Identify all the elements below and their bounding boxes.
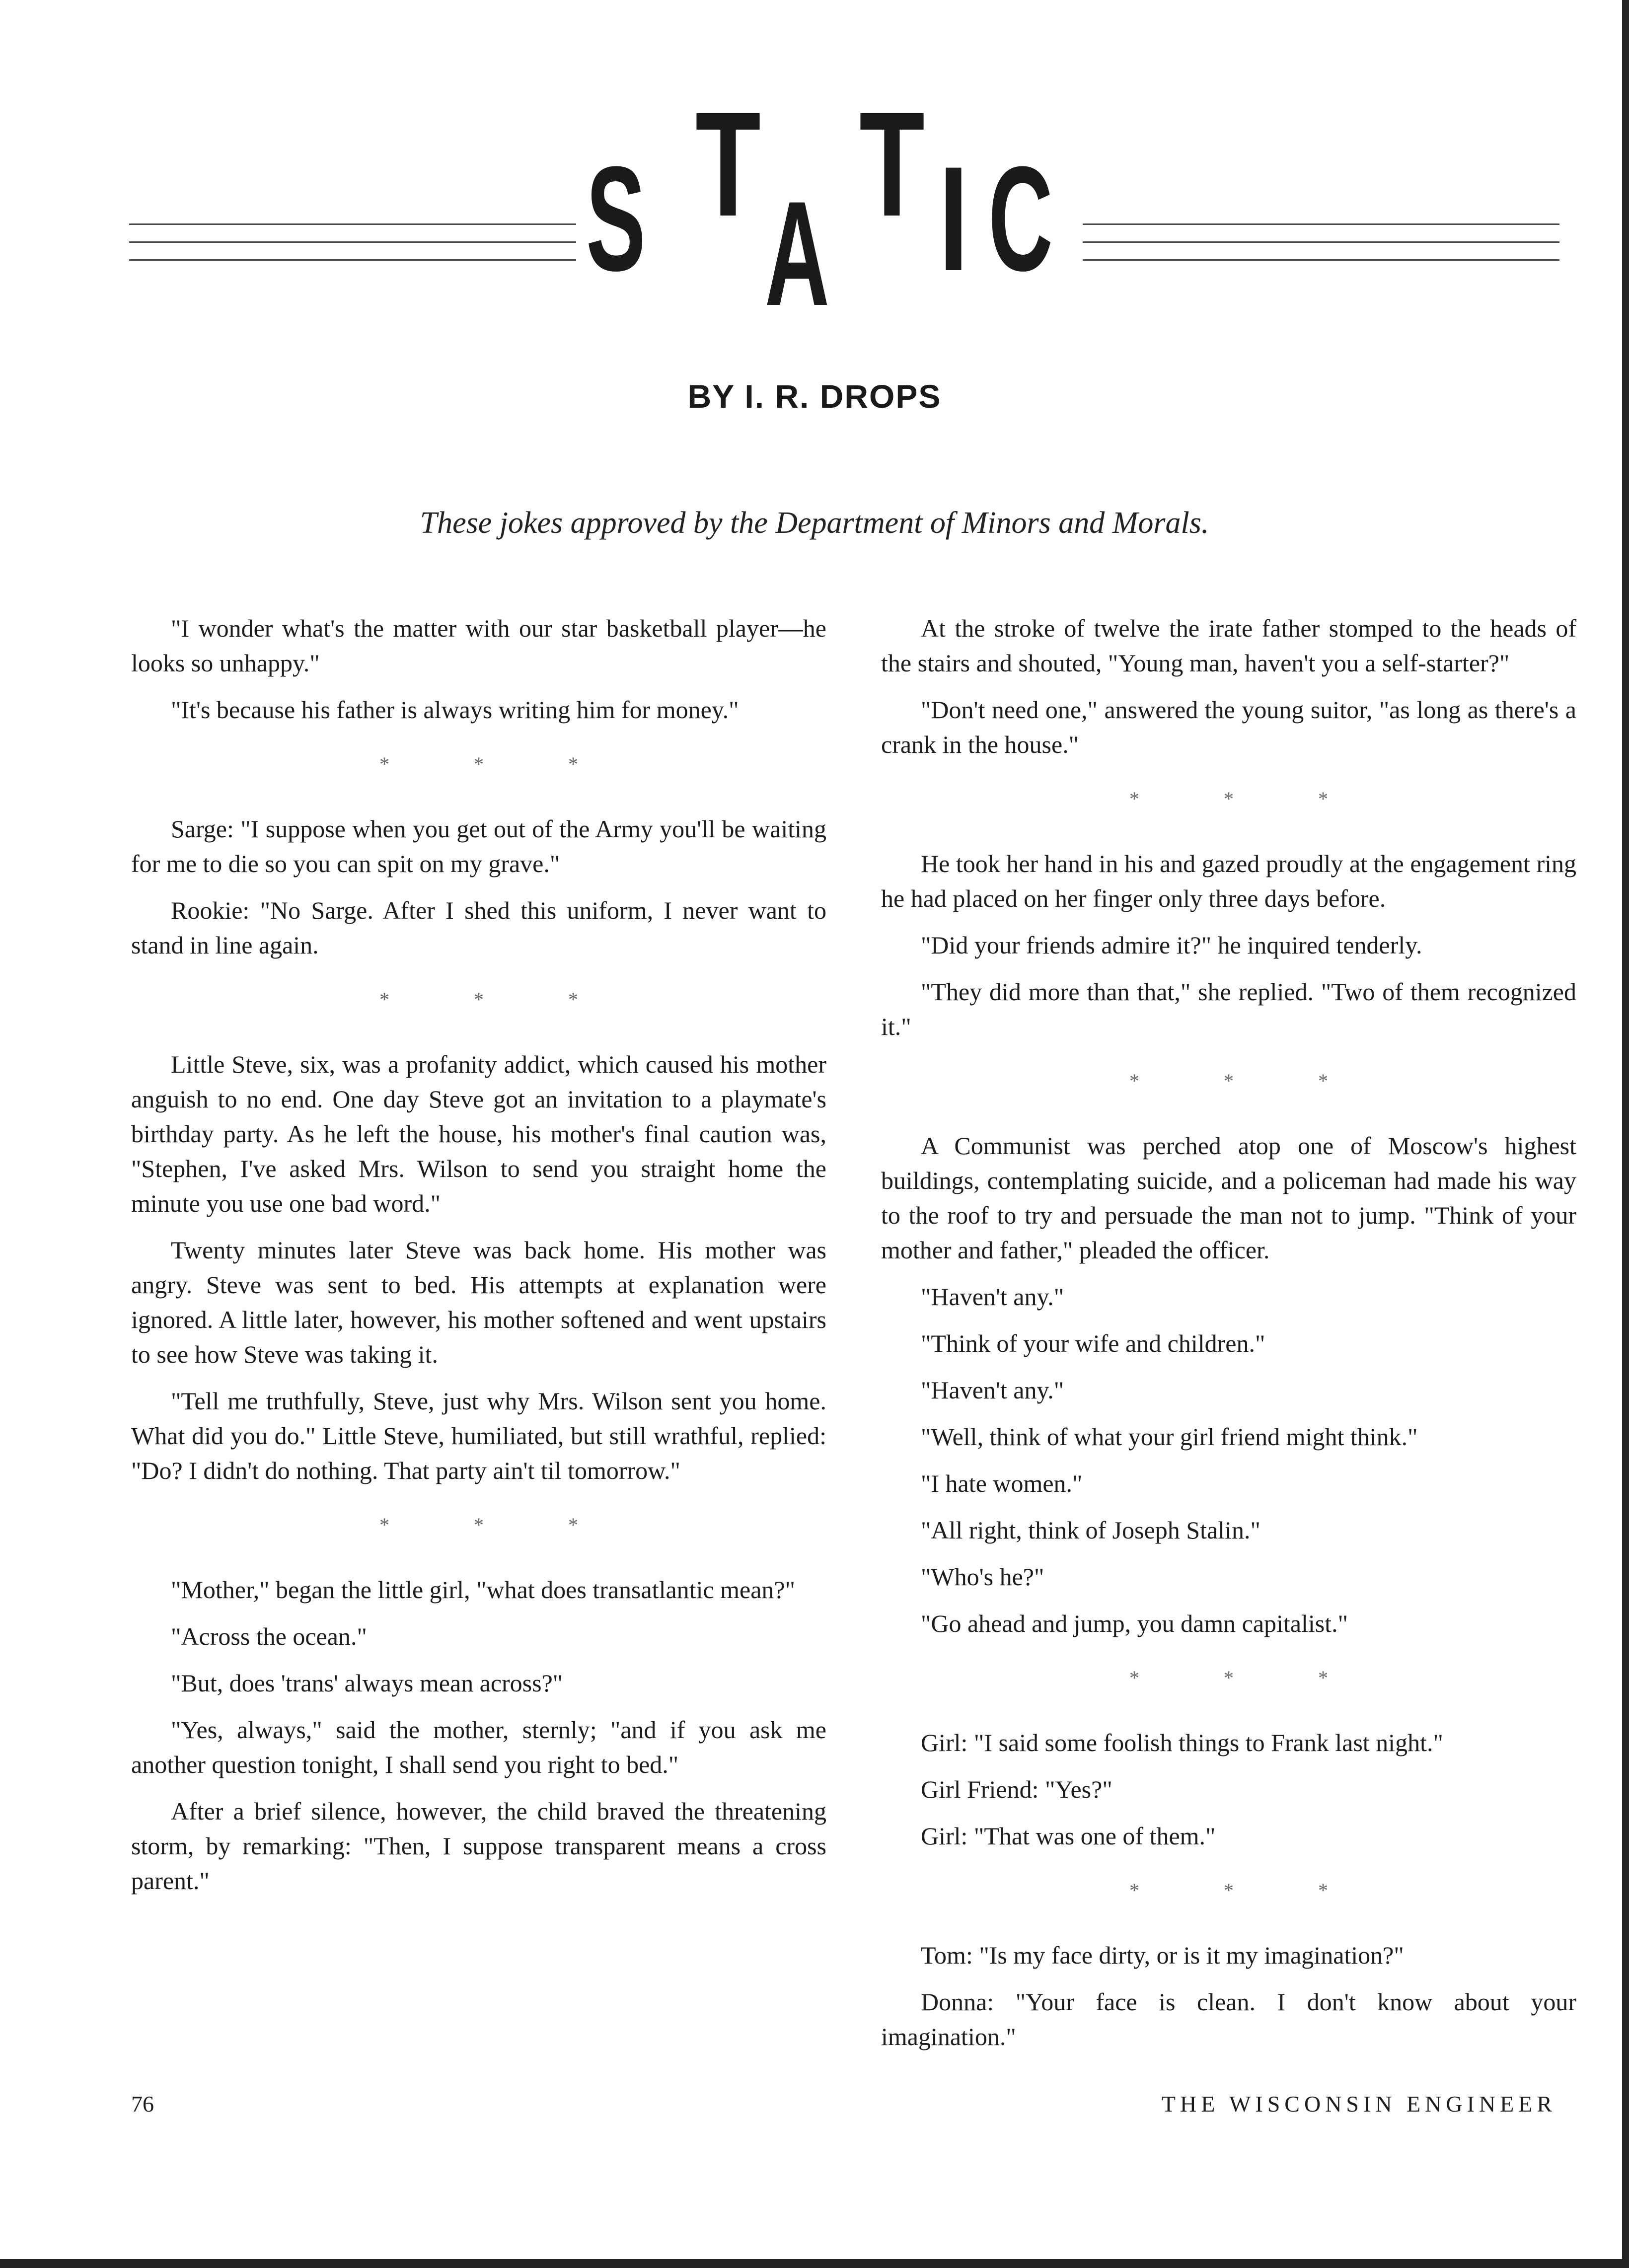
joke [881,611,1576,762]
joke-paragraph: Girl Friend: "Yes?" [921,1775,1112,1803]
joke [881,846,1576,1044]
joke-paragraph: Girl: "I said some foolish things to Frank last night." [921,1729,1443,1756]
joke-paragraph: "But, does 'trans' always mean across?" [171,1669,563,1697]
joke-paragraph: "Think of your wife and children." [921,1329,1265,1357]
joke-paragraph: Tom: "Is my face dirty, or is it my imagination?" [921,1941,1404,1969]
joke-paragraph: "Haven't any." [921,1283,1064,1311]
title-letter: T [859,80,925,247]
title-letter: T [695,80,761,247]
joke [881,1725,1576,1853]
joke [131,811,826,962]
joke [131,611,826,727]
joke-paragraph: He took her hand in his and gazed proudly at the engagement ring he had placed on her finger only three days before. [881,850,1576,912]
joke-paragraph: "Haven't any." [921,1376,1064,1404]
byline: BY I. R. DROPS [687,378,942,415]
page-footer [131,2091,1556,2125]
masthead-rules-left [129,223,576,273]
page-bottom-edge [0,2259,1629,2268]
joke-paragraph: "It's because his father is always writing him for money." [171,696,739,724]
joke-paragraph: Twenty minutes later Steve was back home. His mother was angry. Steve was sent to bed. His attempts at explanation were ignored. A little later, however, his mother softened and went upstairs to see how Steve was taking it. [131,1236,826,1368]
joke-paragraph: "Tell me truthfully, Steve, just why Mrs. Wilson sent you home. What did you do." Little Steve, humiliated, but still wrathful, replied: "Do? I didn't do nothing. That party ain't til tomorrow." [131,1387,826,1484]
joke [131,1047,826,1488]
joke-paragraph: "Who's he?" [921,1563,1044,1591]
joke-paragraph: "Don't need one," answered the young suitor, "as long as there's a crank in the house." [881,696,1576,758]
joke-paragraph: "They did more than that," she replied. "Two of them recognized it." [881,978,1576,1040]
joke-paragraph: "Across the ocean." [171,1622,367,1650]
joke-paragraph: "Well, think of what your girl friend might think." [921,1423,1418,1451]
joke-separator: * * * [1129,1667,1368,1689]
joke-separator: * * * [379,1514,618,1536]
left-column [131,611,826,1910]
joke [131,1572,826,1898]
tagline: These jokes approved by the Department of Minors and Morals. [420,506,1209,540]
right-column [881,611,1576,2066]
joke-paragraph: "All right, think of Joseph Stalin." [921,1516,1260,1544]
joke [881,1938,1576,2054]
joke-paragraph: A Communist was perched atop one of Moscow's highest buildings, contemplating suicide, and a policeman had made his way to the roof to try and persuade the man not to jump. "Think of your mother and father," pleaded the officer. [881,1132,1576,1264]
joke [881,1128,1576,1641]
title-letter: A [765,170,829,337]
masthead [129,80,1559,337]
joke-separator: * * * [379,988,618,1011]
joke-separator: * * * [1129,1879,1368,1902]
joke-paragraph: "Mother," began the little girl, "what does transatlantic mean?" [171,1576,796,1604]
joke-paragraph: "I hate women." [921,1469,1083,1497]
joke-paragraph: "Yes, always," said the mother, sternly; "and if you ask me another question tonight, I shall send you right to bed." [131,1716,826,1778]
joke-paragraph: After a brief silence, however, the child braved the threatening storm, by remarking: "Then, I suppose transparent means a cross parent." [131,1797,826,1895]
joke-paragraph: "Go ahead and jump, you damn capitalist." [921,1610,1348,1637]
page-title [576,80,1083,337]
publication-name: THE WISCONSIN ENGINEER [1161,2091,1556,2117]
joke-paragraph: Little Steve, six, was a profanity addict, which caused his mother anguish to no end. One day Steve got an invitation to a playmate's birthday party. As he left the house, his mother's final caution was, "Stephen, I've asked Mrs. Wilson to send you straight home the minute you use one bad word." [131,1050,826,1217]
joke-paragraph: "Did your friends admire it?" he inquired tenderly. [921,931,1422,959]
title-letter: S [586,135,646,302]
joke-paragraph: Rookie: "No Sarge. After I shed this uniform, I never want to stand in line again. [131,896,826,959]
joke-paragraph: Donna: "Your face is clean. I don't know about your imagination." [881,1988,1576,2050]
page-edge-shadow [1622,0,1629,2268]
masthead-rules-right [1083,223,1559,273]
joke-separator: * * * [1129,788,1368,810]
joke-paragraph: "I wonder what's the matter with our star basketball player—he looks so unhappy." [131,614,826,677]
joke-paragraph: Girl: "That was one of them." [921,1822,1216,1850]
title-letter: C [988,135,1053,302]
title-letter: I [939,135,969,302]
joke-separator: * * * [1129,1070,1368,1092]
joke-paragraph: Sarge: "I suppose when you get out of the Army you'll be waiting for me to die so you can spit on my grave." [131,815,826,878]
joke-paragraph: At the stroke of twelve the irate father stomped to the heads of the stairs and shouted, "Young man, haven't you a self-starter?" [881,614,1576,677]
joke-separator: * * * [379,753,618,775]
page-number: 76 [131,2091,154,2117]
